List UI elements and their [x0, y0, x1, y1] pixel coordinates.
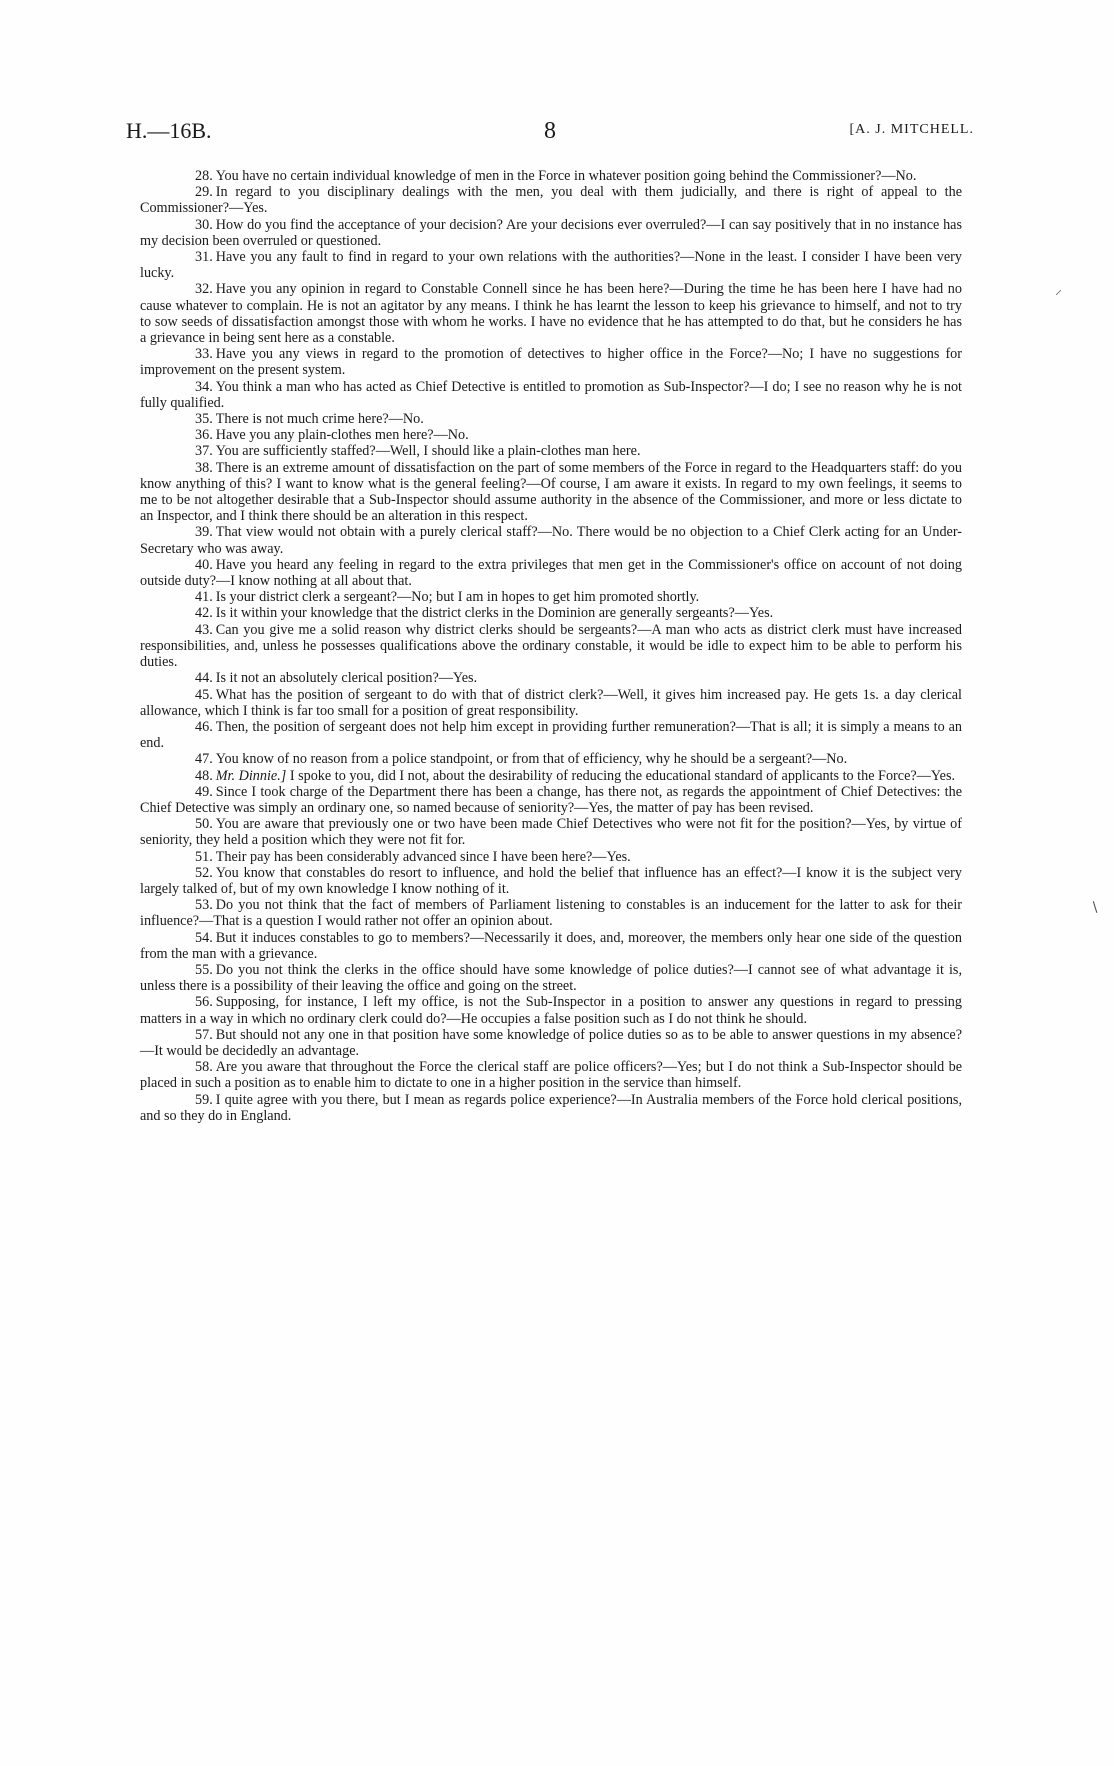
- entry-number: 47.: [195, 751, 213, 768]
- entry-number: 32.: [195, 281, 213, 298]
- entry-text: I quite agree with you there, but I mean as regards police experience?—In Australia members of the Force hold clerical positions, and so they do in England.: [140, 1091, 962, 1124]
- question-answer-entry: [140, 184, 962, 216]
- entry-text: I spoke to you, did I not, about the desirability of reducing the educational standard of applicants to the Force?—Yes.: [289, 767, 956, 784]
- entry-number: 37.: [195, 443, 213, 460]
- entry-number: 52.: [195, 864, 213, 881]
- entry-number: 35.: [195, 411, 213, 428]
- entry-number: 50.: [195, 816, 213, 833]
- scan-mark: ∖: [1090, 900, 1099, 916]
- entry-number: 36.: [195, 427, 213, 444]
- question-answer-entry: [140, 897, 962, 929]
- testimony-body: [140, 168, 962, 1124]
- question-answer-entry: [140, 768, 962, 784]
- entry-number: 49.: [195, 783, 213, 800]
- entry-text: Have you heard any feeling in regard to the extra privileges that men get in the Commissioner's office on account of not doing outside duty?—I know nothing at all about that.: [140, 556, 962, 590]
- entry-text: Supposing, for instance, I left my office, is not the Sub-Inspector in a position to answer any questions in regard to pressing matters in a way in which no ordinary clerk could do?—He occupies a false position such as I do not think he should.: [140, 994, 962, 1027]
- entry-number: 45.: [195, 686, 213, 703]
- witness-name: [A. J. MITCHELL.: [849, 122, 974, 137]
- entry-number: 51.: [195, 848, 213, 865]
- entry-number: 40.: [195, 556, 213, 573]
- question-answer-entry: [140, 460, 962, 525]
- page-header: [126, 118, 974, 148]
- entry-text: Their pay has been considerably advanced since I have been here?—Yes.: [215, 848, 631, 865]
- question-answer-entry: [140, 994, 962, 1026]
- page-number: 8: [544, 118, 556, 144]
- entry-number: 48.: [195, 767, 213, 784]
- report-code: H.—16B.: [126, 118, 212, 143]
- question-answer-entry: [140, 719, 962, 751]
- entry-text: Have you any views in regard to the promotion of detectives to higher office in the Force?—No; I have no suggestions for improvement on the present system.: [140, 346, 962, 379]
- entry-number: 42.: [195, 605, 213, 622]
- entry-text: Have you any opinion in regard to Constable Connell since he has been here?—During the time he has been here I have had no cause whatever to complain. He is not an agitator by any means. I think he has learnt the lesson to keep his grievance to himself, and not to try to sow seeds of dissatisfaction amongst those with whom he works. I have no evidence that he has attempted to do that, but he considers he has a grievance in being sent here as a constable.: [140, 281, 962, 347]
- entry-text: Can you give me a solid reason why district clerks should be sergeants?—A man who acts as district clerk must have increased responsibilities, and, unless he possesses qualifications above the ordinary constable, it would be idle to expect him to be able to perform his duties.: [140, 621, 962, 671]
- question-answer-entry: [140, 346, 962, 378]
- question-answer-entry: [140, 962, 962, 994]
- entry-number: 59.: [195, 1091, 213, 1108]
- entry-text: Is your district clerk a sergeant?—No; but I am in hopes to get him promoted shortly.: [215, 589, 700, 606]
- entry-text: Then, the position of sergeant does not help him except in providing further remuneration?—That is all; it is simply a means to an end.: [140, 718, 962, 752]
- question-answer-entry: [140, 427, 962, 443]
- entry-text: Have you any plain-clothes men here?—No.: [215, 427, 469, 444]
- question-answer-entry: [140, 670, 962, 686]
- entry-number: 57.: [195, 1026, 213, 1043]
- question-answer-entry: [140, 1027, 962, 1059]
- question-answer-entry: [140, 687, 962, 719]
- question-answer-entry: [140, 443, 962, 459]
- entry-text: In regard to you disciplinary dealings with the men, you deal with them judicially, and there is right of appeal to the Commissioner?—Yes.: [140, 184, 962, 217]
- entry-text: There is an extreme amount of dissatisfaction on the part of some members of the Force in regard to the Headquarters staff: do you know anything of this? I want to know what is the general feeling?—Of course, I am aware it exists. In regard to my own feelings, it seems to me to be not altogether desirable that a Sub-Inspector should assume authority in the absence of the Commissioner, and more or less dictate to an Inspector, and I think there should be an alteration in this respect.: [140, 459, 962, 525]
- entry-text: That view would not obtain with a purely clerical staff?—No. There would be no objection to a Chief Clerk acting for an Under-Secretary who was away.: [140, 524, 962, 557]
- entry-text: Is it within your knowledge that the district clerks in the Dominion are generally sergeants?—Yes.: [215, 605, 774, 622]
- entry-text: Are you aware that throughout the Force the clerical staff are police officers?—Yes; but I do not think a Sub-Inspector should be placed in such a position as to enable him to dictate to one in a higher position in the service than himself.: [140, 1059, 962, 1092]
- entry-text: Do you not think that the fact of members of Parliament listening to constables is an inducement for the latter to ask for their influence?—That is a question I would rather not offer an opinion about.: [140, 897, 962, 930]
- entry-number: 58.: [195, 1059, 213, 1076]
- question-answer-entry: [140, 622, 962, 671]
- entry-number: 41.: [195, 589, 213, 606]
- entry-text: You have no certain individual knowledge of men in the Force in whatever position going behind the Commissioner?—No.: [215, 168, 917, 184]
- entry-number: 30.: [195, 216, 213, 233]
- entry-text: Is it not an absolutely clerical position?—Yes.: [215, 670, 478, 687]
- entry-number: 34.: [195, 378, 213, 395]
- scan-mark: ⸝: [1055, 282, 1062, 298]
- question-answer-entry: [140, 605, 962, 621]
- question-answer-entry: [140, 816, 962, 848]
- entry-text: Do you not think the clerks in the office should have some knowledge of police duties?—I cannot see of what advantage it is, unless there is a possibility of their leaving the office and going on the street.: [140, 961, 962, 995]
- entry-text: You know that constables do resort to influence, and hold the belief that influence has an effect?—I know it is the subject very largely talked of, but of my own knowledge I know nothing of it.: [140, 864, 962, 897]
- entry-number: 39.: [195, 524, 213, 541]
- question-answer-entry: [140, 784, 962, 816]
- question-answer-entry: [140, 865, 962, 897]
- entry-number: 53.: [195, 897, 213, 914]
- entry-text: But should not any one in that position have some knowledge of police duties so as to be able to answer questions in my absence?—It would be decidedly an advantage.: [140, 1026, 962, 1059]
- question-answer-entry: [140, 217, 962, 249]
- question-answer-entry: [140, 557, 962, 589]
- question-answer-entry: [140, 281, 962, 346]
- question-answer-entry: [140, 589, 962, 605]
- entry-number: 28.: [195, 168, 213, 184]
- entry-number: 55.: [195, 961, 213, 978]
- question-answer-entry: [140, 379, 962, 411]
- question-answer-entry: [140, 849, 962, 865]
- question-answer-entry: [140, 168, 962, 184]
- speaker-name: Mr. Dinnie.]: [215, 767, 287, 784]
- entry-number: 44.: [195, 670, 213, 687]
- entry-number: 43.: [195, 621, 213, 638]
- entry-number: 38.: [195, 459, 213, 476]
- question-answer-entry: [140, 930, 962, 962]
- entry-number: 31.: [195, 249, 213, 266]
- entry-text: What has the position of sergeant to do with that of district clerk?—Well, it gives him increased pay. He gets 1s. a day clerical allowance, which I think is far too small for a position of great responsibility.: [140, 686, 962, 719]
- question-answer-entry: [140, 524, 962, 556]
- entry-text: Since I took charge of the Department there has been a change, has there not, as regards the appointment of Chief Detectives: the Chief Detective was simply an ordinary one, so named because of seniority?—Yes, the matter of pay has been revised.: [140, 783, 962, 816]
- entry-number: 29.: [195, 184, 213, 201]
- entry-text: There is not much crime here?—No.: [215, 411, 424, 428]
- question-answer-entry: [140, 751, 962, 767]
- question-answer-entry: [140, 1092, 962, 1124]
- entry-text: Have you any fault to find in regard to your own relations with the authorities?—None in the least. I consider I have been very lucky.: [140, 249, 962, 282]
- entry-text: You know of no reason from a police standpoint, or from that of efficiency, why he should be a sergeant?—No.: [215, 751, 848, 768]
- entry-text: But it induces constables to go to members?—Necessarily it does, and, moreover, the members only hear one side of the question from the man with a grievance.: [140, 929, 962, 962]
- question-answer-entry: [140, 411, 962, 427]
- entry-number: 54.: [195, 929, 213, 946]
- entry-number: 46.: [195, 718, 213, 735]
- entry-number: 56.: [195, 994, 213, 1011]
- entry-number: 33.: [195, 346, 213, 363]
- entry-text: You are aware that previously one or two have been made Chief Detectives who were not fit for the position?—Yes, by virtue of seniority, they held a position which they were not fit for.: [140, 816, 962, 849]
- entry-text: You think a man who has acted as Chief Detective is entitled to promotion as Sub-Inspector?—I do; I see no reason why he is not fully qualified.: [140, 378, 962, 411]
- entry-text: How do you find the acceptance of your decision? Are your decisions ever overruled?—I can say positively that in no instance has my decision been overruled or questioned.: [140, 216, 962, 249]
- question-answer-entry: [140, 1059, 962, 1091]
- entry-text: You are sufficiently staffed?—Well, I should like a plain-clothes man here.: [215, 443, 641, 460]
- question-answer-entry: [140, 249, 962, 281]
